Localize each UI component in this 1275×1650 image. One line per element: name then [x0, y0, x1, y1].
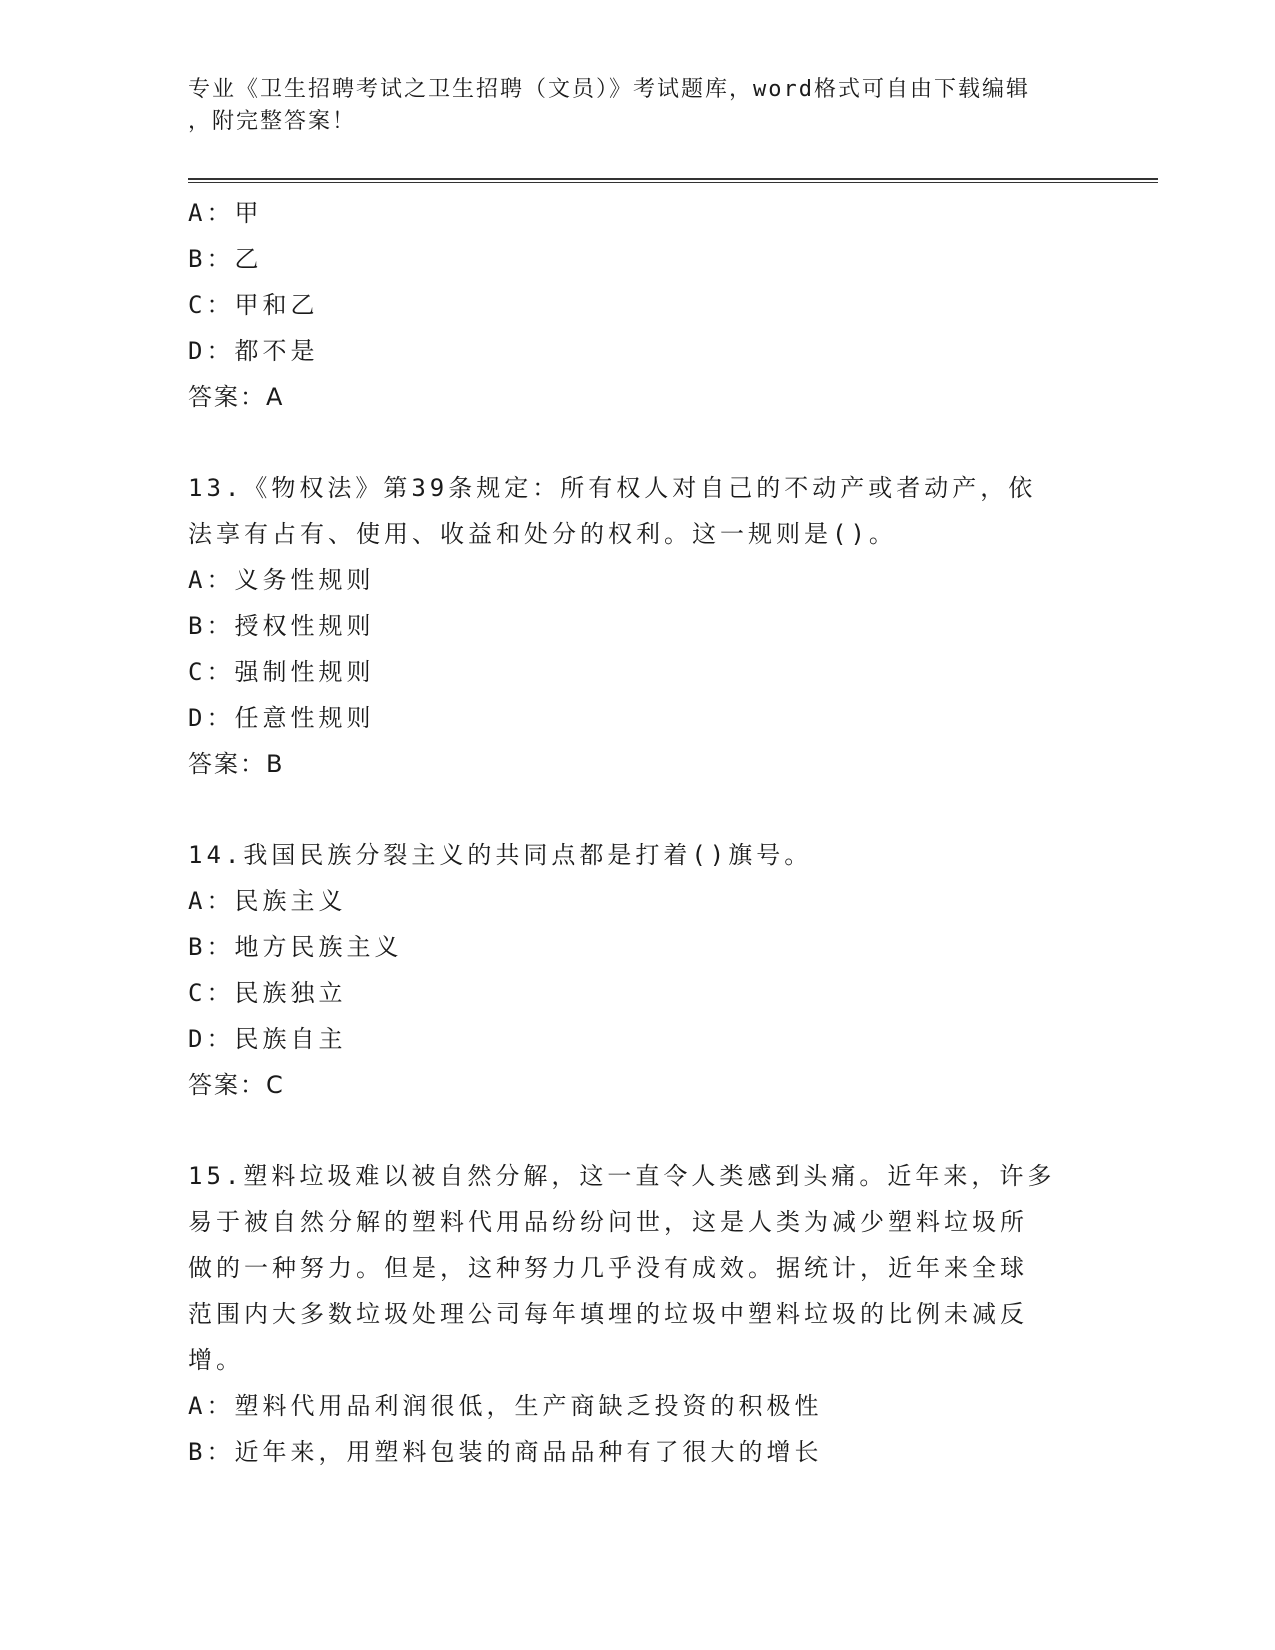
option-a: A：义务性规则	[188, 566, 375, 594]
option-b: B：近年来，用塑料包装的商品品种有了很大的增长	[188, 1438, 823, 1466]
option-d: D：都不是	[188, 337, 319, 365]
option-a: A：民族主义	[188, 887, 347, 915]
question-13	[188, 465, 1088, 787]
option-a: A：塑料代用品利润很低，生产商缺乏投资的积极性	[188, 1392, 823, 1420]
answer: 答案：C	[188, 1071, 285, 1099]
header-line-1: 专业《卫生招聘考试之卫生招聘（文员）》考试题库，word格式可自由下载编辑	[188, 77, 1030, 102]
option-b: B：乙	[188, 245, 263, 273]
question-text-line-5: 增。	[188, 1346, 244, 1374]
option-c: C：民族独立	[188, 979, 347, 1007]
option-d: D：任意性规则	[188, 704, 375, 732]
option-b: B：授权性规则	[188, 612, 375, 640]
question-text-line-1: 15.塑料垃圾难以被自然分解，这一直令人类感到头痛。近年来，许多	[188, 1162, 1056, 1190]
option-d: D：民族自主	[188, 1025, 347, 1053]
answer: 答案：A	[188, 383, 285, 411]
question-text-line-2: 易于被自然分解的塑料代用品纷纷问世，这是人类为减少塑料垃圾所	[188, 1208, 1028, 1236]
header-divider	[188, 178, 1158, 183]
question-text-line-1: 14.我国民族分裂主义的共同点都是打着()旗号。	[188, 841, 813, 869]
option-a: A：甲	[188, 199, 263, 227]
answer: 答案：B	[188, 750, 285, 778]
question-list	[188, 190, 1088, 1475]
option-c: C：甲和乙	[188, 291, 319, 319]
question-12	[188, 190, 1088, 420]
document-header	[188, 74, 1088, 138]
question-text-line-2: 法享有占有、使用、收益和处分的权利。这一规则是()。	[188, 520, 897, 548]
question-text-line-1: 13.《物权法》第39条规定：所有权人对自己的不动产或者动产，依	[188, 474, 1037, 502]
option-b: B：地方民族主义	[188, 933, 403, 961]
header-line-2: ，附完整答案！	[188, 109, 357, 134]
question-text-line-3: 做的一种努力。但是，这种努力几乎没有成效。据统计，近年来全球	[188, 1254, 1028, 1282]
question-15	[188, 1153, 1088, 1475]
question-text-line-4: 范围内大多数垃圾处理公司每年填埋的垃圾中塑料垃圾的比例未减反	[188, 1300, 1028, 1328]
question-14	[188, 832, 1088, 1108]
option-c: C：强制性规则	[188, 658, 375, 686]
